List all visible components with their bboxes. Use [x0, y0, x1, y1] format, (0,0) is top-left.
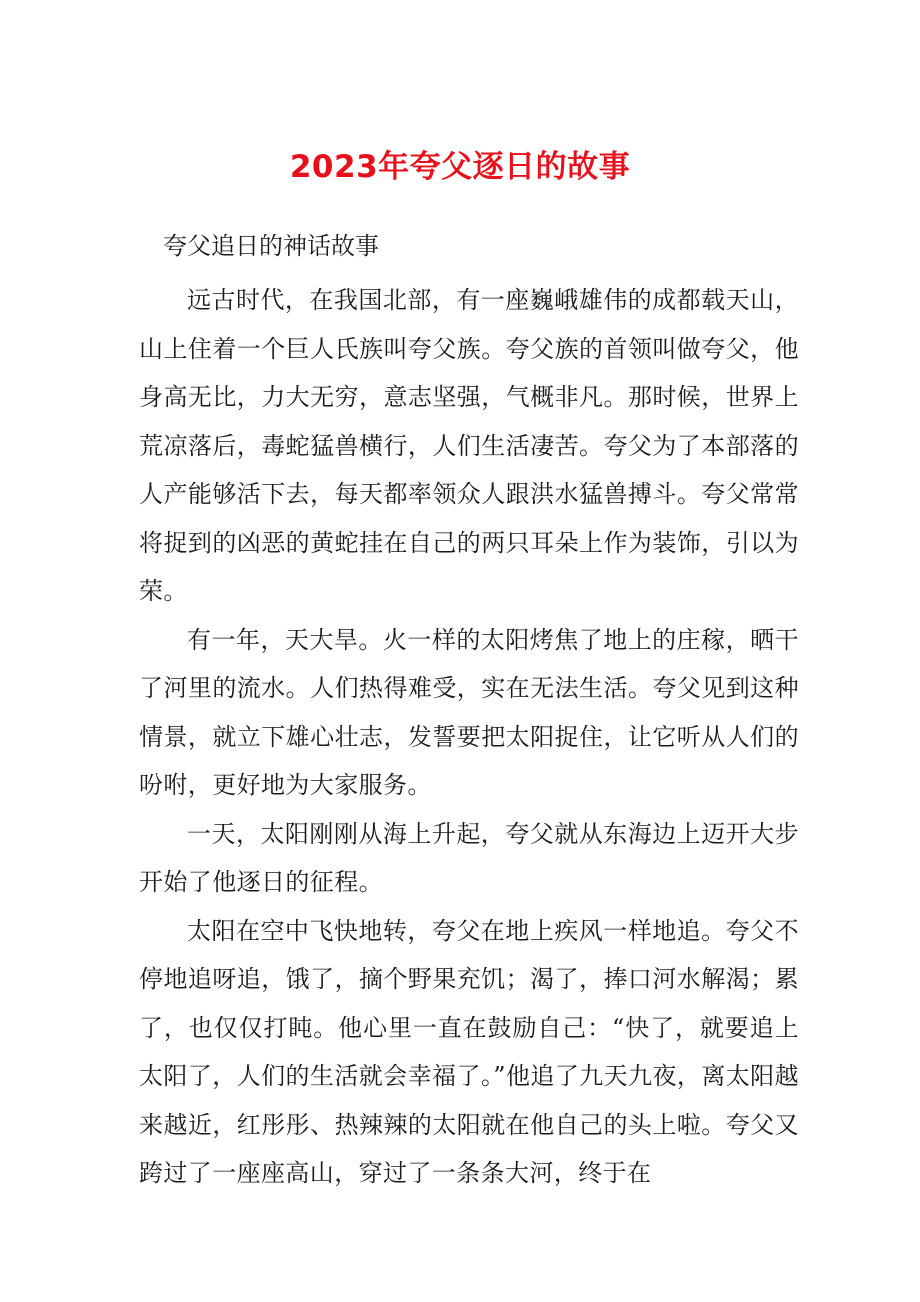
- document-body: [139, 276, 799, 1198]
- paragraph-2: 有一年，天大旱。火一样的太阳烤焦了地上的庄稼，晒干了河里的流水。人们热得难受，实在无法生活。夸父见到这种情景，就立下雄心壮志，发誓要把太阳捉住，让它听从人们的吩咐，更好地为大家服务。: [139, 625, 799, 799]
- paragraph-3: 一天，太阳刚刚从海上升起，夸父就从东海边上迈开大步开始了他逐日的征程。: [139, 819, 799, 896]
- paragraph-1: 远古时代，在我国北部，有一座巍峨雄伟的成都载天山，山上住着一个巨人氏族叫夸父族。夸父族的首领叫做夸父，他身高无比，力大无穷，意志坚强，气概非凡。那时候，世界上荒凉落后，毒蛇猛兽横行，人们生活凄苦。夸父为了本部落的人产能够活下去，每天都率领众人跟洪水猛兽搏斗。夸父常常将捉到的凶恶的黄蛇挂在自己的两只耳朵上作为装饰，引以为荣。: [139, 286, 799, 605]
- paragraph-4: 太阳在空中飞快地转，夸父在地上疾风一样地追。夸父不停地追呀追，饿了，摘个野果充饥；渴了，捧口河水解渴；累了，也仅仅打盹。他心里一直在鼓励自己：“快了，就要追上太阳了，人们的生活就会幸福了。”他追了九天九夜，离太阳越来越近，红彤彤、热辣辣的太阳就在他自己的头上啦。夸父又跨过了一座座高山，穿过了一条条大河，终于在: [139, 916, 799, 1187]
- document-subtitle: 夸父追日的神话故事: [163, 232, 379, 260]
- document-title: 2023年夸父逐日的故事: [289, 149, 631, 185]
